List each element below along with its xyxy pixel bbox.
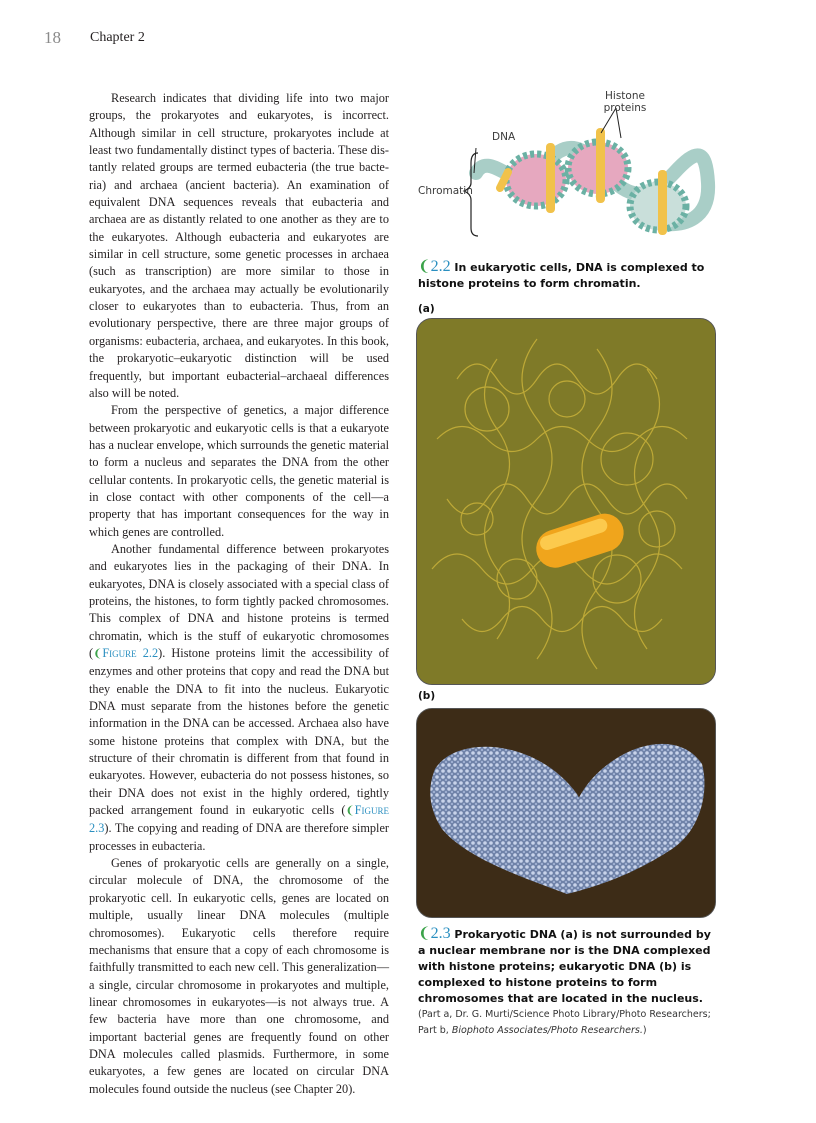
figure-number: 2.3 (430, 925, 451, 942)
paragraph: From the perspective of genetics, a major difference between prokaryotic and eukaryotic cells is that a eukaryote has a nuclear envelope, which surrounds the genetic material to form a nucleus and separates the DNA from the other cellular contents. In prokaryotic cells, the genetic material is in close contact with other components of the cell—a property that has important consequences for the way in which genes are controlled. (89, 403, 389, 539)
figure-marker-icon: ❨ (345, 805, 355, 818)
paragraph: Research indicates that dividing life into two major groups, the prokaryotes and eukaryotes, is incorrect. Although similar in cell structure, prokaryotes include at least two fundamentally distinct types of bacteria. These distantly related groups are termed eubacteria (the true bacteria) and archaea (ancient bacteria). An examination of equivalent DNA sequences reveals that eubacteria and archaea are as distantly related to one another as they are to the eukaryotes. Although eubacteria and eukaryotes are similar in cell structure, some genetic processes in archaea (such as transcription) are more similar to those in eukaryotes, and the archaea may actually be evolutionarily closer to eukaryotes than to eubacteria. Thus, from an evolutionary perspective, there are three major groups of organisms: eubacteria, archaea, and eukaryotes. In this book, the prokaryotic–eukaryotic distinction will be used frequently, but important eubacterial–archaeal differences also will be noted. (89, 91, 389, 400)
nucleosome (506, 154, 566, 206)
paragraph-text: ). The copying and reading of DNA are therefore simpler processes in eubacteria. (89, 821, 389, 853)
caption-text: In eukaryotic cells, DNA is complexed to histone proteins to form chromatin. (418, 261, 705, 290)
credit-italic-text: Biophoto Associates/Photo Researchers. (451, 1025, 643, 1036)
photo-credit (418, 1007, 718, 1039)
figure-number: 2.2 (430, 258, 451, 275)
chromatin-diagram (416, 88, 716, 248)
figure-marker-icon: ❨ (418, 257, 431, 275)
figure-2-2-link[interactable] (93, 646, 158, 660)
paragraph (89, 541, 389, 855)
dna-label: DNA (492, 131, 516, 143)
credit-text: (Part a, Dr. G. Murti/Science Photo Library/Photo Researchers; Part b, (418, 1009, 711, 1036)
histone-h1 (658, 170, 667, 235)
paragraph-text: Another fundamental difference between prokaryotes and eukaryotes lies in the packaging of their DNA. In eukaryotes, DNA is closely associated with a special class of proteins, the histones, to form tightly packed chromosomes. This complex of DNA and histone proteins is termed chromatin, which is the stuff of eukaryotic chromosomes ( (89, 541, 389, 660)
prokaryotic-dna-micrograph (416, 318, 716, 685)
panel-label-a: (a) (418, 303, 435, 315)
caption-text: Prokaryotic DNA (a) is not surrounded by a nuclear membrane nor is the DNA complexed with histone proteins; eukaryotic DNA (b) is complexed to histone proteins to form chromosomes that are located in the nucleus. (418, 928, 711, 1005)
figure-2-3-caption (418, 925, 718, 1039)
paragraph: Genes of prokaryotic cells are generally on a single, circular molecule of DNA, the chromosome of the prokaryotic cell. In eukaryotic cells, genes are located on multiple, usually linear DNA molecules (multiple chromosomes). Eukaryotic cells therefore require mechanisms that ensure that a copy of each chromosome is faithfully transmitted to each new cell. This generalization—a single, circular chromosome in prokaryotes and multiple, linear chromosomes in eukaryotes—is not always true. A few bacteria have more than one chromosome, and important bacterial genes are frequently found on other DNA molecules called plasmids. Furthermore, in some eukaryotes, a few genes are located on circular DNA molecules found outside the nucleus (see Chapter 20). (89, 856, 389, 1096)
micrograph-a (417, 319, 715, 684)
credit-end: ) (642, 1025, 647, 1036)
histone-h1 (596, 128, 605, 203)
eukaryotic-chromosome-micrograph (416, 708, 716, 918)
panel-label-b: (b) (418, 690, 436, 702)
running-head: Chapter 2 (90, 30, 145, 45)
figure-marker-icon: ❨ (418, 924, 431, 942)
figure-ref-label: Figure 2.2 (102, 646, 159, 660)
chromatin-label: Chromatin (418, 185, 473, 197)
body-text-column (89, 90, 389, 1098)
page-number: 18 (44, 28, 61, 47)
chromatin-illustration (416, 88, 716, 248)
figure-ref-label: Figure 2.3 (89, 803, 389, 836)
micrograph-b (417, 709, 715, 917)
histone-h1 (546, 143, 555, 213)
figure-2-2-caption (418, 258, 718, 292)
histone-label: Histone proteins (603, 90, 647, 114)
figure-marker-icon: ❨ (93, 648, 103, 660)
paragraph-text: ). Histone proteins limit the accessibility of enzymes and other proteins that copy and read the DNA but they enable the DNA to fit into the nucleus. Eukaryotic DNA must separate from the histones before the genetic information in the DNA can be accessed. Archaea also have some histone proteins that complex with DNA, but the structure of their chromatin is different from that found in eukaryotes. However, eubacteria do not possess histones, so their DNA does not exist in the highly ordered, tightly packed arrangement found in eukaryotic cells ( (89, 646, 390, 818)
